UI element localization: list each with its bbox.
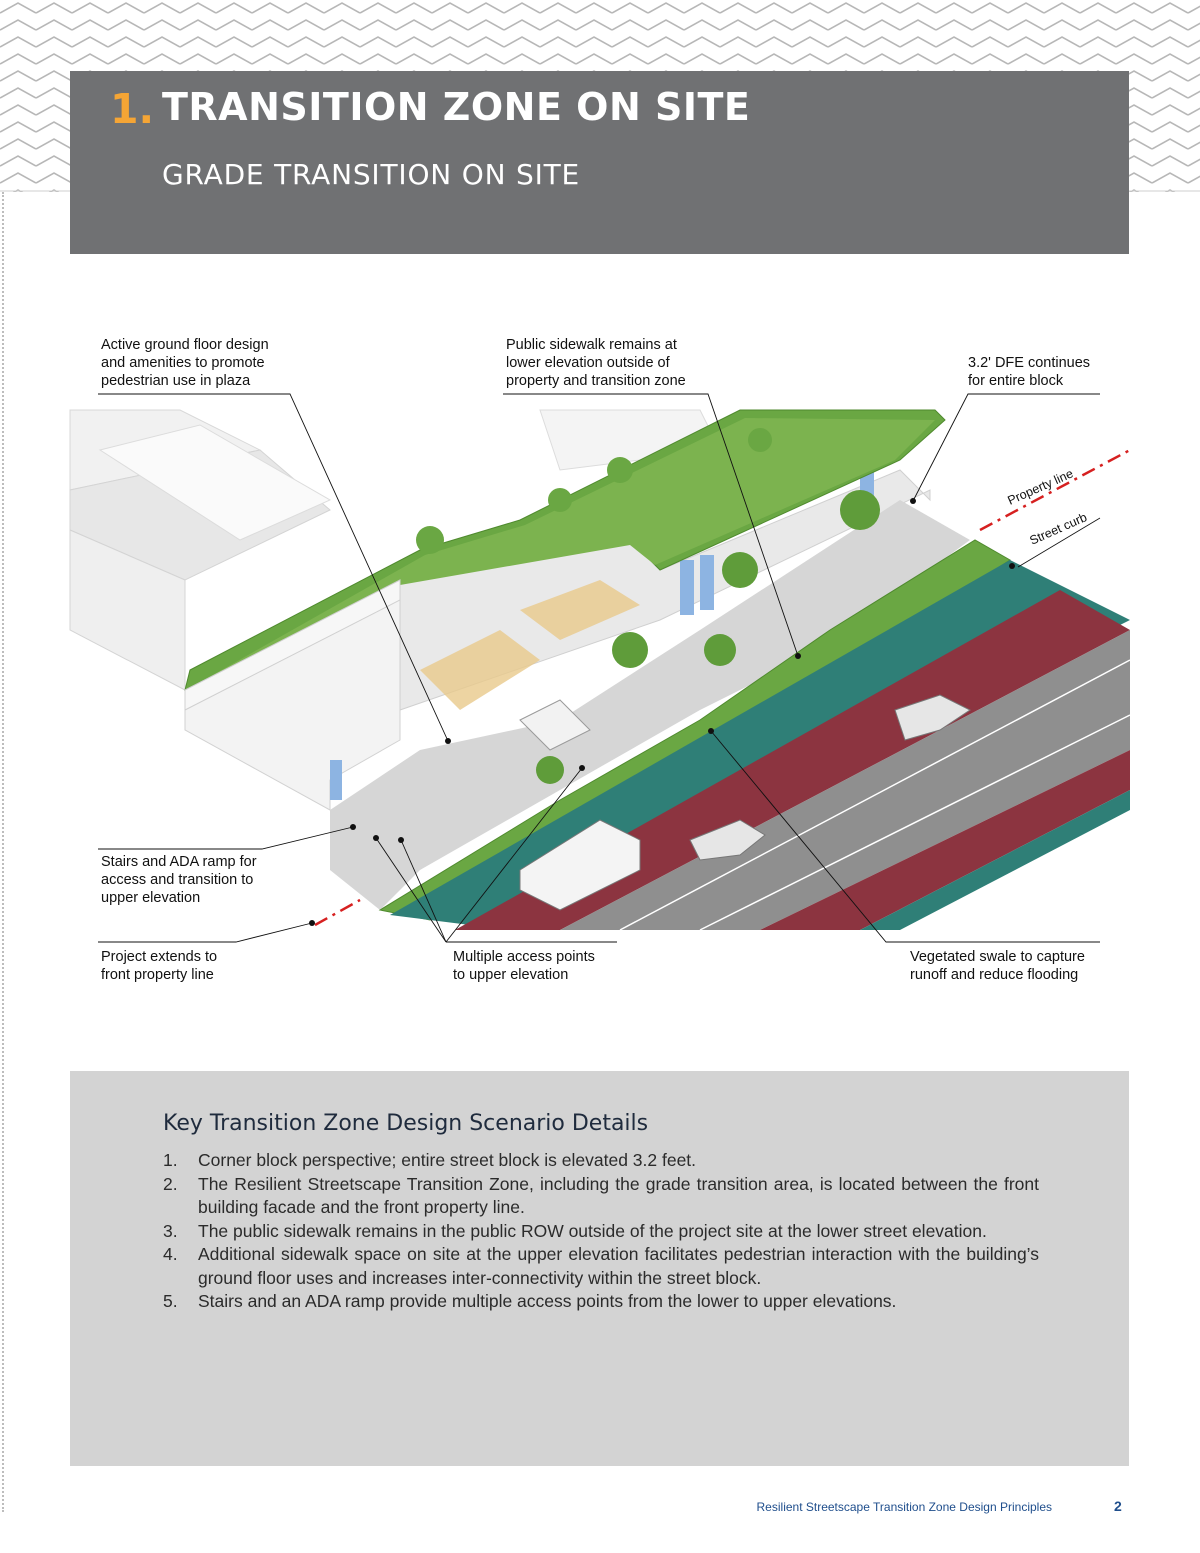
page-number: 2 [1114, 1498, 1122, 1514]
callout-stairs-ada: Stairs and ADA ramp for access and transition to upper elevation [101, 854, 257, 906]
callout-multiple-access: Multiple access points to upper elevation [453, 949, 595, 983]
section-subtitle: GRADE TRANSITION ON SITE [162, 158, 581, 191]
transition-zone-diagram [0, 330, 1200, 1010]
property-line-label: Property line [1005, 466, 1076, 508]
list-item: 2. The Resilient Streetscape Transition Zone, including the grade transition area, is located between the front building facade and the front property line. [163, 1173, 1039, 1217]
callout-public-sidewalk: Public sidewalk remains at lower elevation outside of property and transition zone [506, 337, 686, 389]
callout-dfe: 3.2' DFE continues for entire block [968, 355, 1091, 389]
section-number: 1. [110, 85, 155, 133]
callout-active-ground-floor: Active ground floor design and amenities to promote pedestrian use in plaza [101, 337, 269, 389]
details-list [163, 1149, 1039, 1314]
footer-doc-title: Resilient Streetscape Transition Zone Design Principles [756, 1500, 1052, 1514]
list-item: 4. Additional sidewalk space on site at the upper elevation facilitates pedestrian interaction with the building’s ground floor uses and increases inter-connectivity within the street block. [163, 1244, 1039, 1288]
details-title: Key Transition Zone Design Scenario Details [163, 1111, 649, 1136]
axonometric-illustration [0, 330, 1200, 1010]
street-curb-label: Street curb [1027, 510, 1090, 548]
details-panel [70, 1071, 1129, 1466]
section-title: TRANSITION ZONE ON SITE [162, 85, 751, 129]
callout-vegetated-swale: Vegetated swale to capture runoff and reduce flooding [910, 949, 1085, 983]
list-item: 3. The public sidewalk remains in the public ROW outside of the project site at the lower street elevation. [163, 1220, 987, 1241]
list-item: 1. Corner block perspective; entire street block is elevated 3.2 feet. [163, 1150, 697, 1170]
callout-project-extends: Project extends to front property line [101, 949, 218, 983]
list-item: 5. Stairs and an ADA ramp provide multiple access points from the lower to upper elevations. [163, 1291, 897, 1311]
section-header [70, 71, 1129, 254]
